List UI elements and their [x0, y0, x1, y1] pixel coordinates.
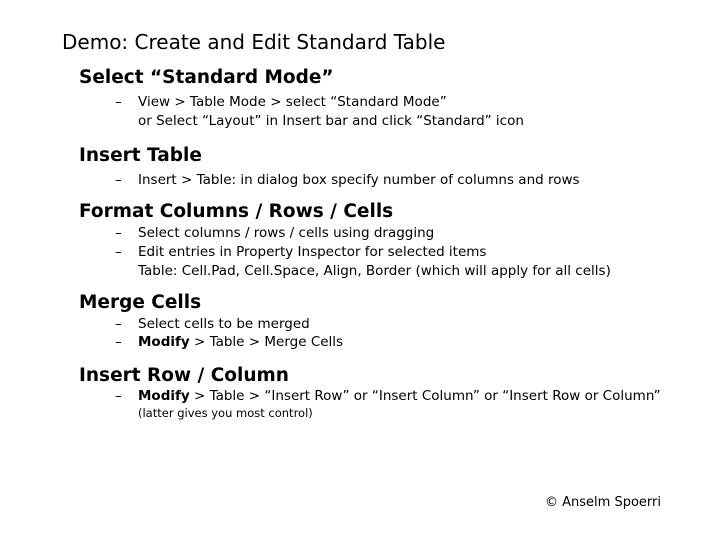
bullet-dash: –: [115, 244, 122, 260]
bullet-text-continued: Table: Cell.Pad, Cell.Space, Align, Border (which will apply for all cells): [138, 263, 611, 279]
bullet-dash: –: [115, 316, 122, 332]
bullet-dash: –: [115, 334, 122, 350]
menu-path: > Table > Merge Cells: [189, 334, 344, 350]
bullet-text: Select columns / rows / cells using dragging: [138, 225, 435, 241]
section-heading-insert-table: Insert Table: [79, 145, 202, 166]
bullet-text: View > Table Mode > select “Standard Mode”: [138, 94, 447, 110]
menu-keyword: Modify: [138, 388, 190, 404]
slide-title: Demo: Create and Edit Standard Table: [62, 30, 446, 54]
bullet-text-menu-path: [138, 334, 343, 350]
section-heading-insert-row-column: Insert Row / Column: [79, 365, 289, 386]
bullet-dash: –: [115, 225, 122, 241]
bullet-dash: –: [115, 172, 122, 188]
section-heading-standard-mode: Select “Standard Mode”: [79, 67, 334, 88]
menu-path: > Table > “Insert Row” or “Insert Column” or “Insert Row or Column”: [189, 388, 661, 404]
bullet-text: Select cells to be merged: [138, 316, 310, 332]
bullet-text: Insert > Table: in dialog box specify number of columns and rows: [138, 172, 580, 188]
section-heading-format: Format Columns / Rows / Cells: [79, 201, 394, 222]
bullet-text-menu-path: [138, 388, 661, 404]
bullet-dash: –: [115, 388, 122, 404]
note-text: (latter gives you most control): [138, 406, 313, 420]
copyright-footer: © Anselm Spoerri: [545, 495, 661, 510]
bullet-dash: –: [115, 94, 122, 110]
bullet-text: Edit entries in Property Inspector for selected items: [138, 244, 487, 260]
bullet-text-continued: or Select “Layout” in Insert bar and click “Standard” icon: [138, 113, 524, 129]
menu-keyword: Modify: [138, 334, 190, 350]
section-heading-merge-cells: Merge Cells: [79, 292, 202, 313]
